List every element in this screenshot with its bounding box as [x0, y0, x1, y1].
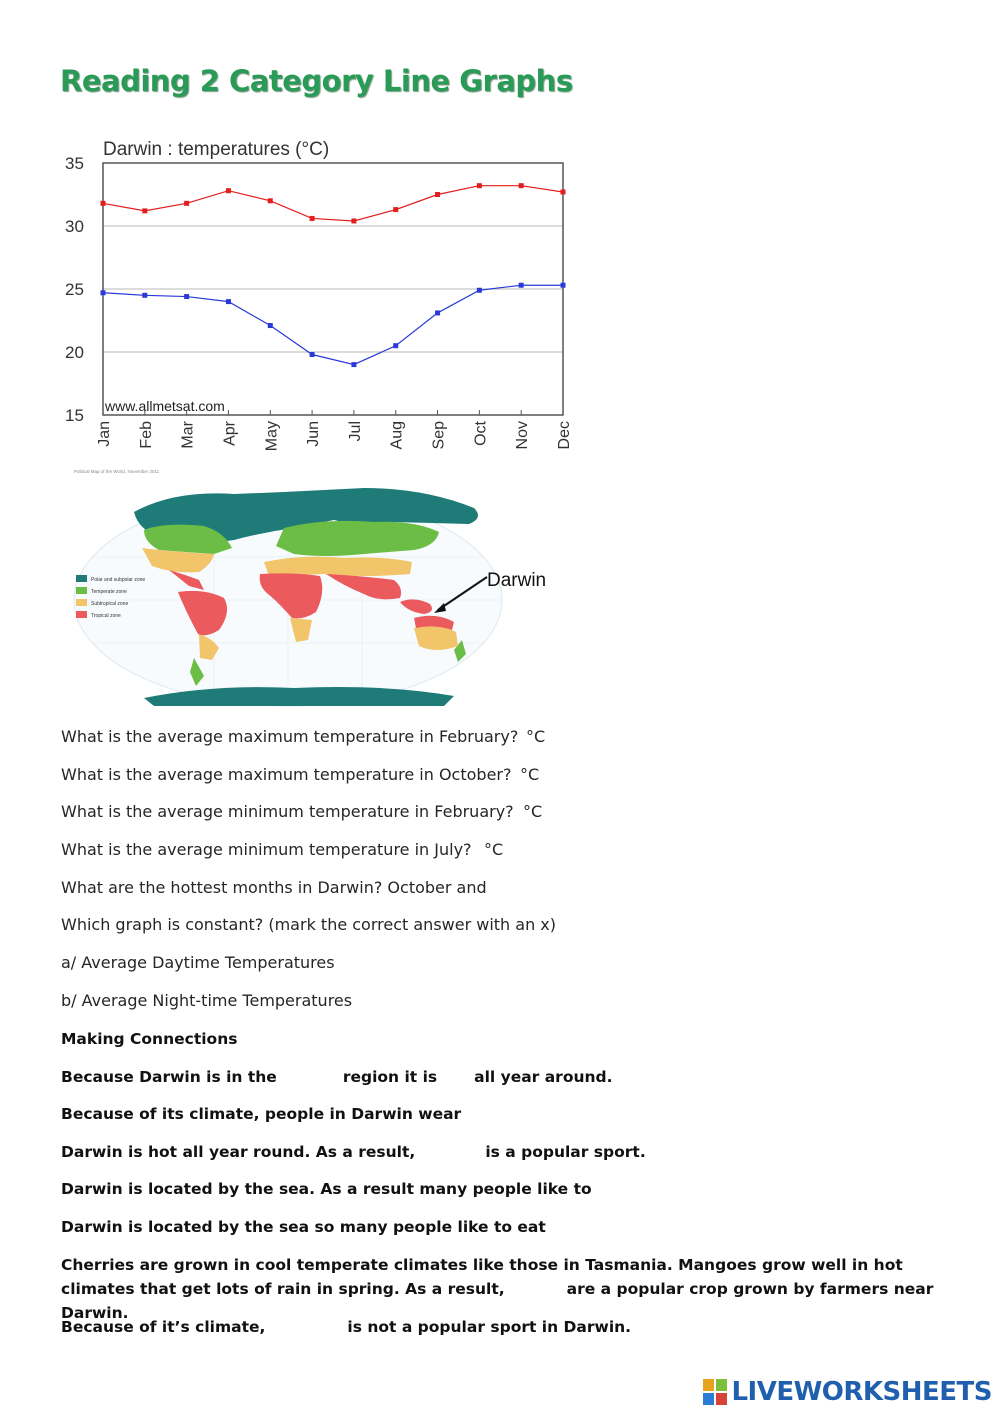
x-tick-label: Jul	[346, 421, 364, 442]
data-point-max	[184, 201, 189, 206]
x-tick-label: Jan	[96, 421, 113, 447]
question-6: Which graph is constant? (mark the correct answer with an x)	[61, 915, 557, 934]
data-point-min	[393, 343, 398, 348]
y-tick-label: 25	[65, 280, 84, 299]
data-point-min	[142, 293, 147, 298]
question-1-unit: °C	[526, 727, 546, 746]
legend-swatch-polar	[76, 575, 87, 582]
x-tick-label: Dec	[556, 421, 573, 450]
x-tick-label: Mar	[179, 421, 197, 449]
question-2-unit: °C	[520, 765, 540, 784]
legend-label-temperate: Temperate zone	[91, 589, 127, 595]
y-tick-label: 15	[65, 406, 84, 425]
connection-1-part-3: all year around.	[474, 1068, 613, 1086]
question-1	[61, 727, 546, 747]
data-point-max	[268, 198, 273, 203]
legend-swatch-subtropical	[76, 599, 87, 606]
question-2	[61, 765, 540, 785]
connection-3-part-2: is a popular sport.	[485, 1143, 646, 1161]
connection-6-part-2: are a popular crop grown by farmers near Darwin.	[61, 1280, 934, 1322]
y-axis	[65, 154, 84, 425]
chart-title: Darwin : temperatures (°C)	[103, 139, 330, 160]
connection-6	[61, 1253, 941, 1325]
connection-7-part-1: Because of it’s climate,	[61, 1318, 266, 1336]
y-tick-label: 30	[65, 217, 84, 236]
data-point-max	[351, 218, 356, 223]
temperature-line-chart	[60, 133, 580, 458]
connection-3	[61, 1142, 646, 1162]
question-2-text: What is the average maximum temperature in October?	[61, 765, 512, 784]
x-tick-label: Aug	[388, 421, 406, 450]
legend-label-tropical: Tropical zone	[91, 613, 121, 619]
darwin-label: Darwin	[487, 570, 547, 591]
section-heading: Making Connections	[61, 1030, 238, 1048]
page-title: Reading 2 Category Line Graphs	[60, 64, 573, 98]
x-tick-label: Jun	[305, 421, 323, 447]
data-point-max	[561, 189, 566, 194]
connection-1-part-2: region it is	[342, 1068, 438, 1086]
data-point-max	[477, 183, 482, 188]
connection-7	[61, 1317, 631, 1337]
data-point-min	[351, 362, 356, 367]
x-tick-label: Nov	[514, 421, 532, 450]
data-point-min	[268, 323, 273, 328]
chart-watermark: www.allmetsat.com	[105, 398, 225, 414]
question-5: What are the hottest months in Darwin? October and	[61, 878, 487, 897]
data-point-max	[310, 216, 315, 221]
map-caption: Political Map of the World, November 2011	[74, 469, 160, 474]
question-3-text: What is the average minimum temperature in February?	[61, 802, 514, 821]
data-point-min	[435, 310, 440, 315]
x-tick-label: May	[263, 421, 281, 452]
connection-1-part-1: Because Darwin is in the	[61, 1068, 277, 1086]
data-point-max	[393, 207, 398, 212]
x-axis	[96, 410, 573, 451]
data-point-max	[519, 183, 524, 188]
question-4-unit: °C	[484, 840, 504, 859]
series-line-min	[103, 285, 563, 364]
connection-4: Darwin is located by the sea. As a result many people like to	[61, 1180, 592, 1198]
connection-5: Darwin is located by the sea so many people like to eat	[61, 1218, 546, 1236]
data-point-min	[184, 294, 189, 299]
liveworksheets-logo-icon	[703, 1379, 727, 1405]
x-tick-label: Oct	[472, 421, 490, 446]
data-point-min	[477, 288, 482, 293]
brand-wordmark: LIVEWORKSHEETS	[731, 1377, 992, 1407]
legend-swatch-temperate	[76, 587, 87, 594]
footer-brand[interactable]	[703, 1375, 992, 1409]
y-tick-label: 20	[65, 343, 84, 362]
world-climate-map	[64, 462, 564, 710]
question-4	[61, 840, 504, 860]
connection-2: Because of its climate, people in Darwin wear	[61, 1105, 462, 1123]
question-4-text: What is the average minimum temperature in July?	[61, 840, 472, 859]
connection-7-part-2: is not a popular sport in Darwin.	[347, 1318, 632, 1336]
question-3-unit: °C	[523, 802, 543, 821]
connection-1	[61, 1067, 613, 1087]
data-point-min	[101, 290, 106, 295]
series-line-max	[103, 186, 563, 221]
x-tick-label: Apr	[221, 421, 239, 446]
data-point-min	[310, 352, 315, 357]
option-b[interactable]: b/ Average Night-time Temperatures	[61, 991, 353, 1010]
question-1-text: What is the average maximum temperature in February?	[61, 727, 519, 746]
legend-label-subtropical: Subtropical zone	[91, 601, 129, 607]
connection-3-part-1: Darwin is hot all year round. As a result,	[61, 1143, 416, 1161]
question-3	[61, 802, 543, 822]
data-point-max	[142, 208, 147, 213]
data-point-max	[101, 201, 106, 206]
legend-swatch-tropical	[76, 611, 87, 618]
x-tick-label: Feb	[137, 421, 155, 449]
y-tick-label: 35	[65, 154, 84, 173]
data-point-min	[561, 283, 566, 288]
data-point-min	[519, 283, 524, 288]
data-point-max	[435, 192, 440, 197]
connection-6-part-1: Cherries are grown in cool temperate climates like those in Tasmania. Mangoes grow well in hot climates that get lots of rain in spring. As a result,	[61, 1256, 903, 1298]
legend-label-polar: Polar and subpolar zone	[91, 577, 146, 583]
option-a[interactable]: a/ Average Daytime Temperatures	[61, 953, 335, 972]
chart-series	[101, 183, 566, 367]
data-point-max	[226, 188, 231, 193]
x-tick-label: Sep	[430, 421, 448, 450]
data-point-min	[226, 299, 231, 304]
